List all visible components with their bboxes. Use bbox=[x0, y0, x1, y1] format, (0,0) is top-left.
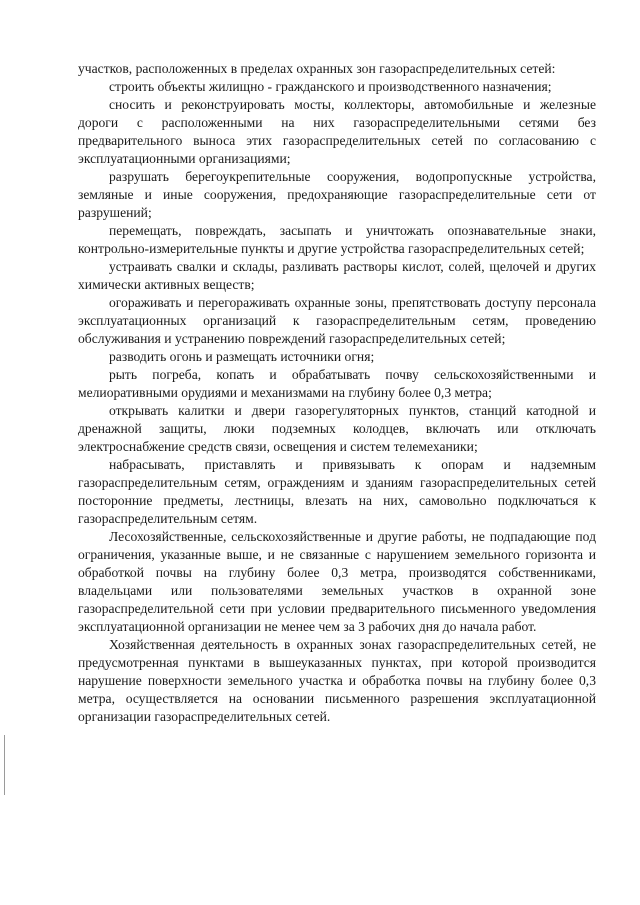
paragraph-6: устраивать свалки и склады, разливать растворы кислот, солей, щелочей и других химически активных веществ; bbox=[78, 259, 596, 292]
paragraph-11: набрасывать, приставлять и привязывать к опорам и надземным газораспределительным сетям, ограждениям и зданиям газораспределительных сетей посторонние предметы, лестницы, влезать на них, самовольно подключаться к газораспределительным сетям. bbox=[78, 457, 596, 526]
paragraph-9: рыть погреба, копать и обрабатывать почву сельскохозяйственными и мелиоративными орудиями и механизмами на глубину более 0,3 метра; bbox=[78, 367, 596, 400]
scan-edge-line bbox=[4, 735, 5, 795]
paragraph-3: сносить и реконструировать мосты, коллекторы, автомобильные и железные дороги с расположенными на них газораспределительными сетями без предварительного выноса этих газораспределительных сетей по согласованию с эксплуатационными организациями; bbox=[78, 97, 596, 166]
document-body bbox=[78, 60, 596, 726]
paragraph-7: огораживать и перегораживать охранные зоны, препятствовать доступу персонала эксплуатационных организаций к газораспределительным сетям, проведению обслуживания и устранению повреждений газораспределительных сетей; bbox=[78, 295, 596, 346]
paragraph-10: открывать калитки и двери газорегуляторных пунктов, станций катодной и дренажной защиты, люки подземных колодцев, включать или отключать электроснабжение средств связи, освещения и систем телемеханики; bbox=[78, 403, 596, 454]
paragraph-8: разводить огонь и размещать источники огня; bbox=[109, 349, 375, 364]
paragraph-1: участков, расположенных в пределах охранных зон газораспределительных сетей: bbox=[78, 61, 556, 76]
paragraph-13: Хозяйственная деятельность в охранных зонах газораспределительных сетей, не предусмотренная пунктами в вышеуказанных пунктах, при которой производится нарушение поверхности земельного участка и обработка почвы на глубину более 0,3 метра, осуществляется на основании письменного разрешения эксплуатационной организации газораспределительных сетей. bbox=[78, 637, 596, 724]
paragraph-2: строить объекты жилищно - гражданского и производственного назначения; bbox=[109, 79, 552, 94]
paragraph-4: разрушать берегоукрепительные сооружения, водопропускные устройства, земляные и иные сооружения, предохраняющие газораспределительные сети от разрушений; bbox=[78, 169, 596, 220]
paragraph-12: Лесохозяйственные, сельскохозяйственные и другие работы, не подпадающие под ограничения, указанные выше, и не связанные с нарушением земельного горизонта и обработкой почвы на глубину более 0,3 метра, производятся собственниками, владельцами или пользователями земельных участков в охранной зоне газораспределительной сети при условии предварительного письменного уведомления эксплуатационной организации не менее чем за 3 рабочих дня до начала работ. bbox=[78, 529, 596, 634]
paragraph-5: перемещать, повреждать, засыпать и уничтожать опознавательные знаки, контрольно-измерительные пункты и другие устройства газораспределительных сетей; bbox=[78, 223, 596, 256]
